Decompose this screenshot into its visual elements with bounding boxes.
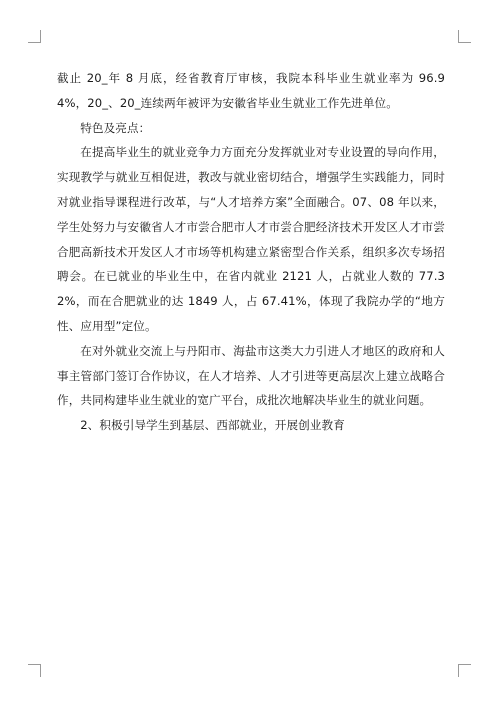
- paragraph-competitiveness: 在提高毕业生的就业竞争力方面充分发挥就业对专业设置的导向作用，实现教学与就业互相促进，教改与就业密切结合，增强学生实践能力，同时对就业指导课程进行改革，与“人才培养方案”全面融合。07、08 年以来，学生处努力与安徽省人才市尝合肥市人才市尝合肥经济技术开发区人才市尝合肥高新技术开发区人才市场等机构建立紧密型合作关系，组织多次专场招聘会。在已就业的毕业生中，在省内就业 2121 人，占就业人数的 77.32%，而在合肥就业的达 1849 人，占 67.41%，体现了我院办学的“地方性、应用型”定位。: [57, 145, 445, 333]
- paragraph-section-2-heading: 2、积极引导学生到基层、西部就业，开展创业教育: [80, 418, 345, 433]
- crop-mark-bottom-right: [458, 664, 471, 677]
- paragraph-employment-rate: 截止 20_年 8 月底，经省教育厅审核，我院本科毕业生就业率为 96.94%，20_、20_连续两年被评为安徽省毕业生就业工作先进单位。: [57, 71, 445, 110]
- crop-mark-top-right: [458, 30, 471, 43]
- paragraph-highlights-heading: 特色及亮点：: [80, 120, 151, 135]
- document-body: [57, 66, 445, 438]
- crop-mark-bottom-left: [28, 664, 41, 677]
- paragraph-external-cooperation: 在对外就业交流上与丹阳市、海盐市这类大力引进人才地区的政府和人事主管部门签订合作协议，在人才培养、人才引进等更高层次上建立战略合作，共同构建毕业生就业的宽广平台，成批次地解决毕业生的就业问题。: [57, 343, 445, 408]
- crop-mark-top-left: [28, 30, 41, 43]
